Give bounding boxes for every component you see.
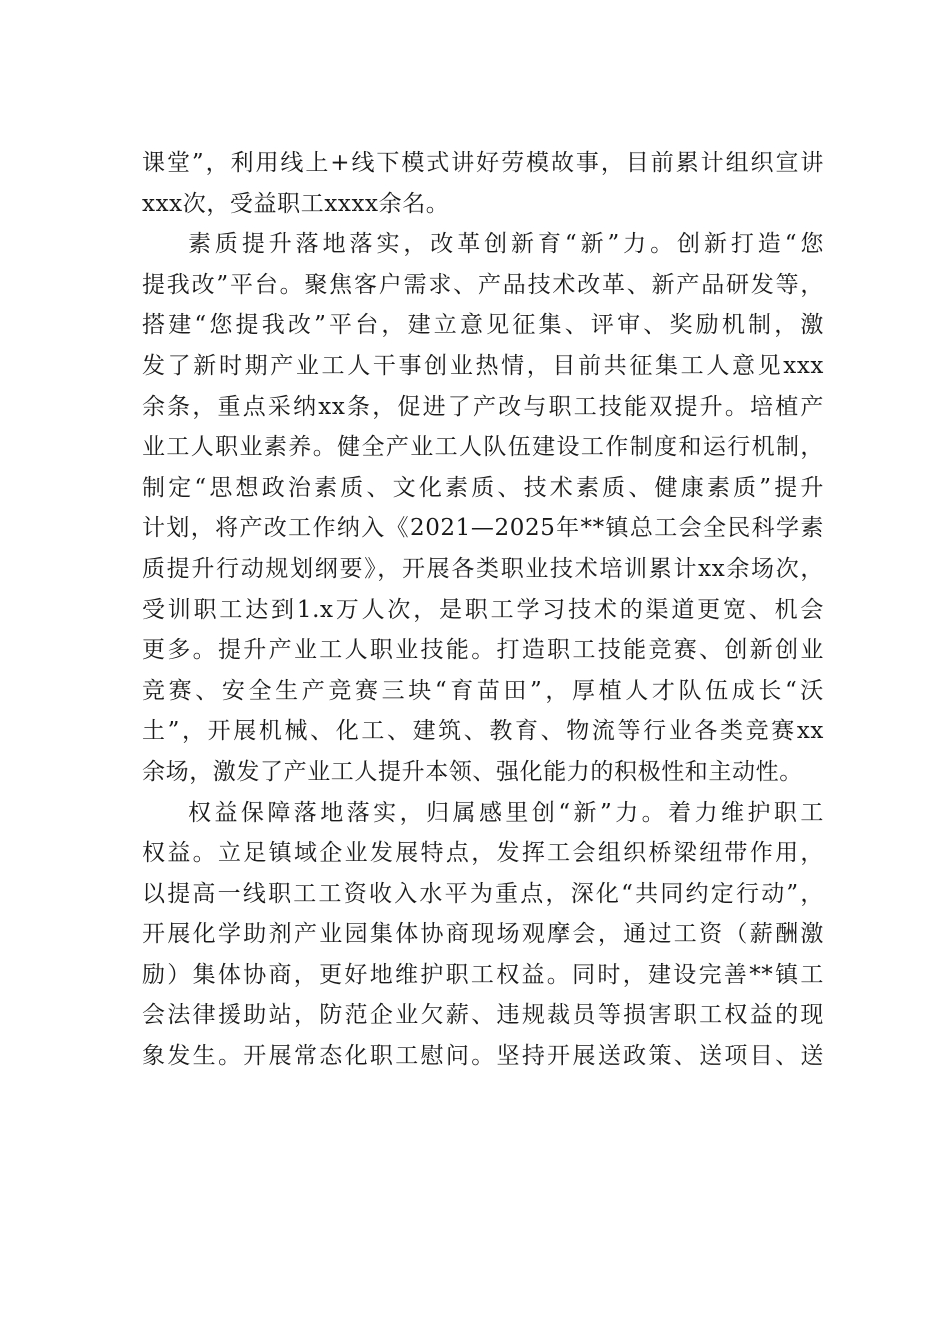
text-line: xxx次，受益职工xxxx余名。 xyxy=(142,190,450,217)
text-line: 开展化学助剂产业园集体协商现场观摩会，通过工资（薪酬激 xyxy=(142,921,824,948)
text-line: 象发生。开展常态化职工慰问。坚持开展送政策、送项目、送 xyxy=(142,1043,824,1070)
text-line: 发了新时期产业工人干事创业热情，目前共征集工人意见xxx xyxy=(142,352,824,379)
text-line: 更多。提升产业工人职业技能。打造职工技能竞赛、创新创业 xyxy=(142,637,824,664)
paragraph-start-line: 权益保障落地落实，归属感里创“新”力。着力维护职工 xyxy=(188,799,824,826)
text-line: 质提升行动规划纲要》，开展各类职业技术培训累计xx余场次， xyxy=(142,555,824,582)
text-line: 余场，激发了产业工人提升本领、强化能力的积极性和主动性。 xyxy=(142,758,803,785)
text-line: 土”，开展机械、化工、建筑、教育、物流等行业各类竞赛xx xyxy=(142,718,824,745)
text-line: 受训职工达到1.x万人次，是职工学习技术的渠道更宽、机会 xyxy=(142,596,824,623)
text-line: 竞赛、安全生产竞赛三块“育苗田”，厚植人才队伍成长“沃 xyxy=(142,677,824,704)
text-line: 业工人职业素养。健全产业工人队伍建设工作制度和运行机制， xyxy=(142,434,824,461)
text-line: 余条，重点采纳xx条，促进了产改与职工技能双提升。培植产 xyxy=(142,393,824,420)
text-line: 会法律援助站，防范企业欠薪、违规裁员等损害职工权益的现 xyxy=(142,1002,824,1029)
body-text xyxy=(142,143,824,1077)
text-line: 课堂”，利用线上+线下模式讲好劳模故事，目前累计组织宣讲 xyxy=(142,150,824,176)
text-line: 搭建“您提我改”平台，建立意见征集、评审、奖励机制，激 xyxy=(142,312,824,339)
text-line: 权益。立足镇域企业发展特点，发挥工会组织桥梁纽带作用， xyxy=(142,840,824,867)
text-line: 励）集体协商，更好地维护职工权益。同时，建设完善**镇工 xyxy=(142,961,824,988)
text-line: 计划，将产改工作纳入《2021—2025年**镇总工会全民科学素 xyxy=(142,515,824,542)
text-line: 提我改”平台。聚焦客户需求、产品技术改革、新产品研发等， xyxy=(142,271,824,298)
paragraph-start-line: 素质提升落地落实，改革创新育“新”力。创新打造“您 xyxy=(188,231,824,258)
text-line: 以提高一线职工工资收入水平为重点，深化“共同约定行动”， xyxy=(142,880,824,907)
text-line: 制定“思想政治素质、文化素质、技术素质、健康素质”提升 xyxy=(142,474,824,501)
